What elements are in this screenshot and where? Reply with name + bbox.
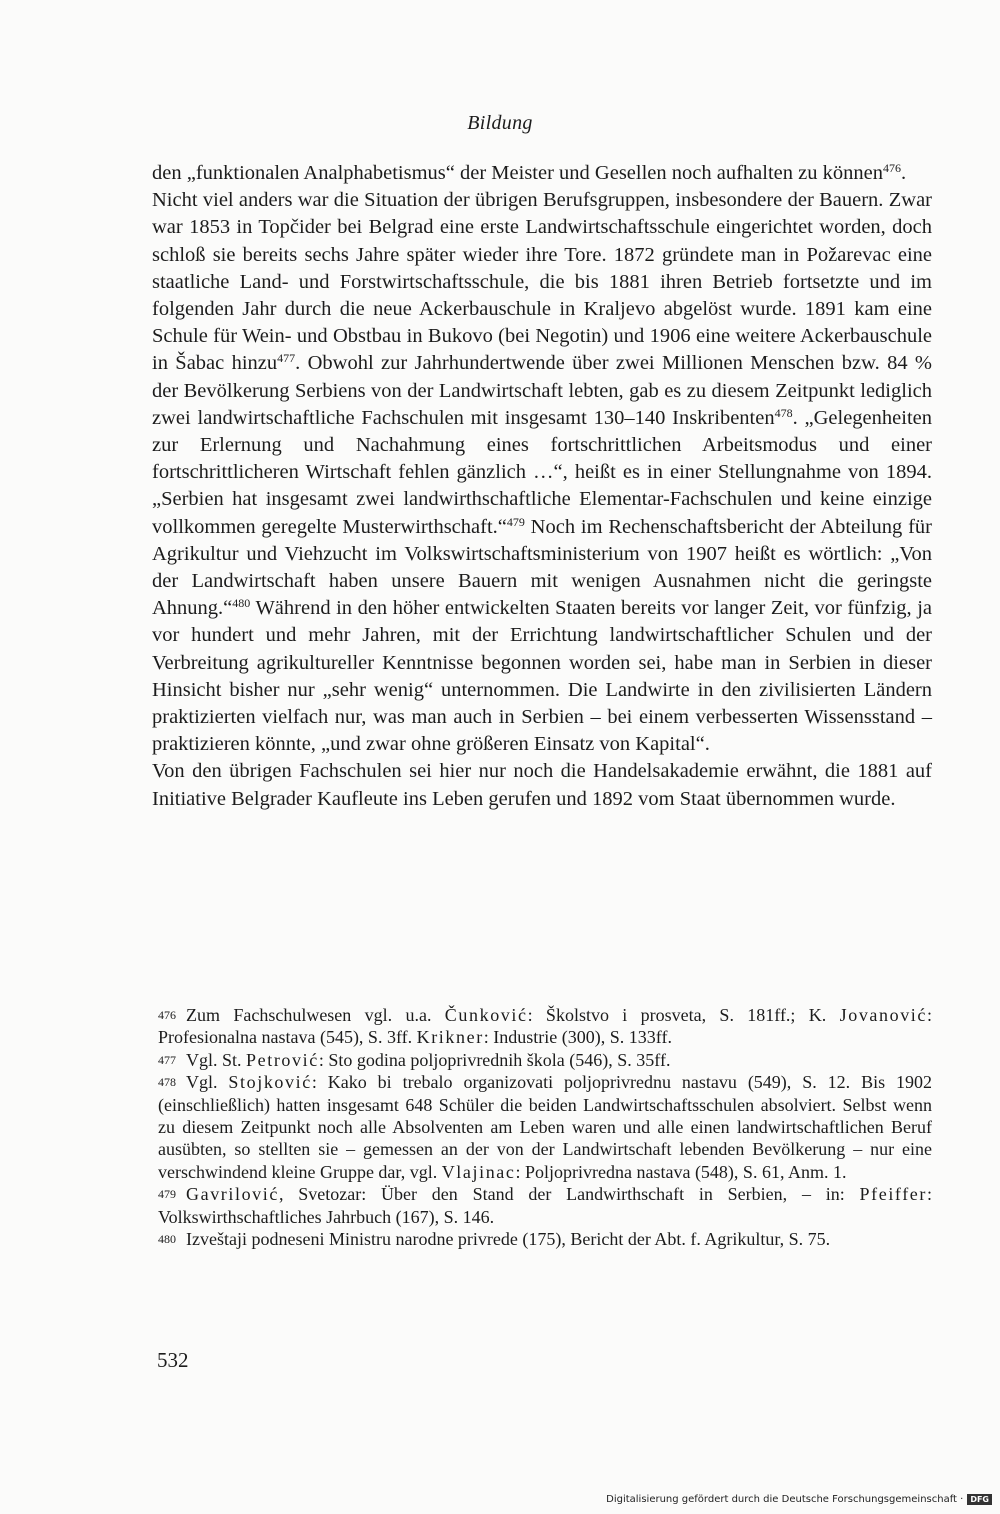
text-run: Vgl. [186, 1072, 229, 1093]
footnote-reference: 478 [774, 405, 793, 420]
author-name: Vlajinac [441, 1161, 516, 1182]
text-run: Noch im Rechenschaftsbericht der Abteilung für Agrikultur und Viehzucht im Volkswirtschaftsministerium von 1907 heißt es wörtlich: „Von der Landwirtschaft haben unsere Bauern mit wenigen Ausnahmen nicht die geringste Ahnung.“ [152, 515, 932, 620]
text-run: . [900, 162, 907, 184]
footnote [158, 1004, 932, 1049]
text-run: Izveštaji podneseni Ministru narodne privrede (175), Bericht der Abt. f. Agrikultur, S. 75. [186, 1229, 831, 1250]
footnote [158, 1049, 932, 1071]
running-head: Bildung [467, 112, 533, 134]
body-text [152, 160, 932, 813]
footnote-reference: 479 [506, 514, 525, 529]
text-run: den „funktionalen Analphabetismus“ der Meister und Gesellen noch aufhalten zu können [152, 162, 883, 184]
dfg-logo-icon: DFG [967, 1494, 992, 1505]
text-run: . Obwohl zur Jahrhundertwende über zwei Millionen Menschen bzw. 84 % der Bevölkerung Serbiens von der Landwirtschaft lebten, gab es zu diesem Zeitpunkt lediglich zwei landwirtschaftliche Fachschulen mit insgesamt 130–140 Inskribenten [152, 352, 932, 429]
author-name: Čunković [444, 1005, 528, 1025]
author-name: Gavrilović [186, 1184, 279, 1205]
author-name: Jovanović [839, 1005, 927, 1025]
footnote-number: 478 [158, 1075, 176, 1090]
body-paragraph [152, 758, 932, 812]
body-paragraph [152, 160, 932, 187]
footnote-reference: 480 [232, 596, 251, 611]
text-run: : Školstvo i prosveta, S. 181ff.; K. [527, 1005, 840, 1025]
footnote [158, 1071, 932, 1183]
footnote [158, 1183, 932, 1228]
text-run: : Poljoprivredna nastava (548), S. 61, Anm. 1. [515, 1161, 847, 1182]
footnote-reference: 477 [277, 351, 296, 366]
footnote-number: 477 [158, 1052, 176, 1067]
footnote-number: 480 [158, 1232, 176, 1247]
page-number: 532 [157, 1348, 189, 1372]
digitization-credit [606, 1494, 992, 1505]
footnotes [158, 1004, 932, 1250]
text-run: Während in den höher entwickelten Staaten bereits vor langer Zeit, vor fünfzig, ja vor hundert und mehr Jahren, mit der Errichtung landwirtschaftlicher Schulen und der Verbreitung agrikultureller Kenntnisse begonnen worden sei, habe man in Serbien in dieser Hinsicht bisher nur „sehr wenig“ unternommen. Die Landwirte in den zivilisierten Ländern praktizierten vielfach nur, was man auch in Serbien – bei einem verbesserten Wissensstand – praktizieren könnte, „und zwar ohne größeren Einsatz von Kapital“. [152, 597, 932, 756]
text-run: : Sto godina poljoprivrednih škola (546), S. 35ff. [318, 1049, 671, 1070]
text-run: : Profesionalna nastava (545), S. 3ff. [158, 1005, 933, 1048]
author-name: Krikner [416, 1027, 484, 1048]
text-run: Zum Fachschulwesen vgl. u.a. [186, 1005, 445, 1025]
body-paragraph [152, 187, 932, 758]
text-run: : Industrie (300), S. 133ff. [483, 1027, 672, 1048]
text-run: . „Gelegenheiten zur Erlernung und Nachahmung eines fortschrittlichen Arbeitsmodus und einer fortschrittlicheren Wirtschaft fehlen gänzlich …“, heißt es in einer Stellungnahme von 1894. „Serbien hat insgesamt zwei landwirthschaftliche Elementar-Fachschulen und keine einzige vollkommen geregelte Musterwirthschaft.“ [152, 406, 932, 538]
footnote-number: 479 [158, 1187, 176, 1202]
text-run: , Svetozar: Über den Stand der Landwirthschaft in Serbien, – in: [278, 1184, 860, 1205]
footnote [158, 1228, 932, 1250]
credit-text: Digitalisierung gefördert durch die Deutsche Forschungsgemeinschaft · [606, 1494, 964, 1505]
footnote-number: 476 [158, 1008, 176, 1022]
footnote-reference: 476 [882, 161, 901, 175]
text-run: : Kako bi trebalo organizovati poljoprivrednu nastavu (549), S. 12. Bis 1902 (einschließlich) hatten insgesamt 648 Schüler die beiden Landwirtschaftsschulen absolviert. Selbst wenn zu diesem Zeitpunkt noch alle Absolventen am Leben waren und alle einen landwirtschaftlichen Beruf ausübten, so stellten sie – gemessen an der von der Landwirtschaft lebenden Bevölkerung – nur eine verschwindend kleine Gruppe dar, vgl. [158, 1072, 932, 1182]
author-name: Petrović [246, 1049, 319, 1070]
author-name: Stojković [228, 1072, 312, 1093]
text-run: Vgl. St. [186, 1049, 247, 1070]
author-name: Pfeiffer [859, 1184, 927, 1205]
text-run: : Volkswirthschaftliches Jahrbuch (167), S. 146. [158, 1184, 932, 1227]
text-run: Nicht viel anders war die Situation der übrigen Berufsgruppen, insbesondere der Bauern. Zwar war 1853 in Topčider bei Belgrad eine erste Landwirtschaftsschule eingerichtet worden, doch schloß sie bereits sechs Jahre später wieder ihre Tore. 1872 gründete man in Požarevac eine staatliche Land- und Forstwirtschaftsschule, die bis 1881 ihren Betrieb fortsetzte und im folgenden Jahr durch die neue Ackerbauschule in Kraljevo abgelöst wurde. 1891 kam eine Schule für Wein- und Obstbau in Bukovo (bei Negotin) und 1906 eine weitere Ackerbauschule in Šabac hinzu [152, 189, 932, 375]
text-run: Von den übrigen Fachschulen sei hier nur noch die Handelsakademie erwähnt, die 1881 auf Initiative Belgrader Kaufleute ins Leben gerufen und 1892 vom Staat übernommen wurde. [152, 760, 932, 810]
